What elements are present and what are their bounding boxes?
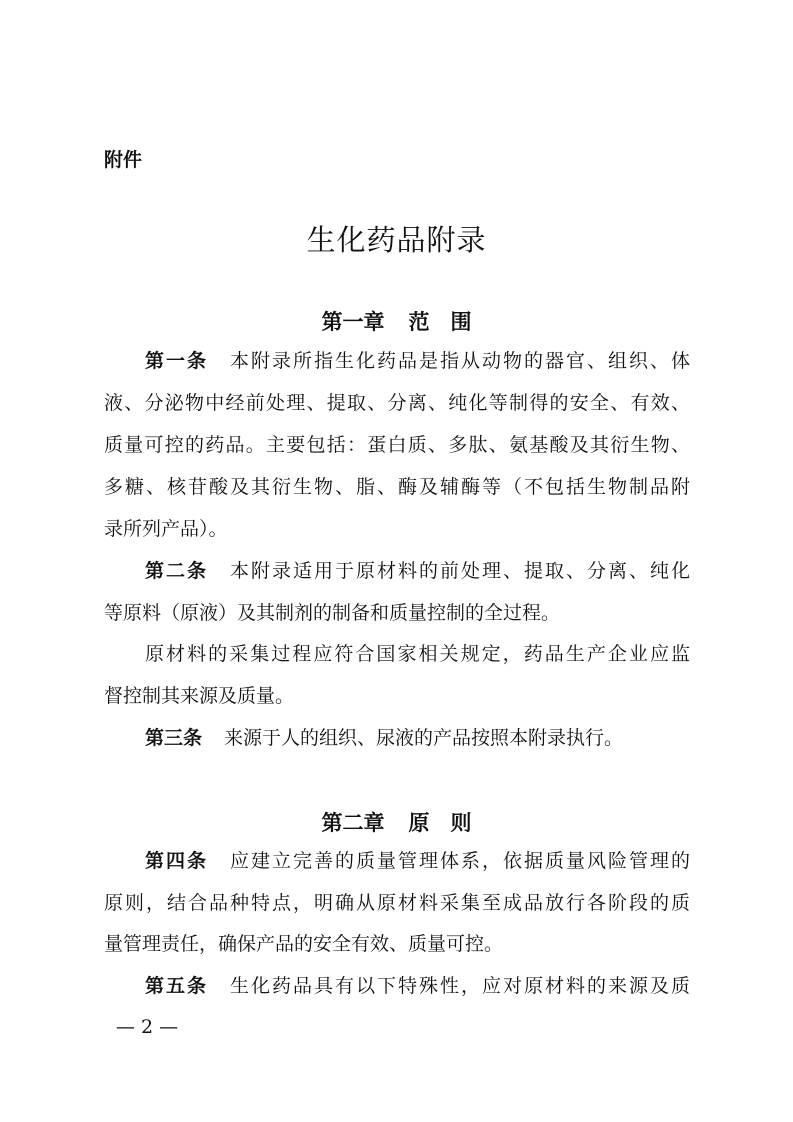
article-1-line: 液、分泌物中经前处理、提取、分离、纯化等制得的安全、有效、 (104, 392, 690, 414)
article-4-line: 量管理责任，确保产品的安全有效、质量可控。 (104, 933, 504, 955)
chapter-heading-2 (0, 807, 793, 837)
article-1-line: 录所列产品）。 (104, 518, 228, 540)
article-label: 第三条 (145, 727, 203, 749)
article-4-line: 第四条 应建立完善的质量管理体系，依据质量风险管理的 (145, 850, 690, 872)
article-2-line: 等原料（原液）及其制剂的制备和质量控制的全过程。 (104, 602, 561, 624)
chapter-name: 原 则 (408, 811, 472, 835)
article-4-line: 原则，结合品种特点，明确从原材料采集至成品放行各阶段的质 (104, 892, 690, 914)
article-2-line: 第二条 本附录适用于原材料的前处理、提取、分离、纯化 (145, 560, 690, 582)
article-label: 第四条 (145, 850, 208, 872)
article-1-line: 质量可控的药品。主要包括：蛋白质、多肽、氨基酸及其衍生物、 (104, 434, 690, 456)
article-5-line: 第五条 生化药品具有以下特殊性，应对原材料的来源及质 (145, 975, 690, 997)
document-title: 生化药品附录 (306, 223, 487, 257)
article-1-line: 多糖、核苷酸及其衍生物、脂、酶及辅酶等（不包括生物制品附 (104, 476, 690, 498)
article-label: 第五条 (145, 975, 208, 997)
chapter-number: 第一章 (321, 310, 385, 334)
attachment-label: 附件 (104, 149, 143, 171)
chapter-number: 第二章 (321, 811, 385, 835)
page-number: — 2 — (116, 1016, 179, 1038)
article-1-line: 第一条 本附录所指生化药品是指从动物的器官、组织、体 (145, 350, 690, 372)
article-label: 第一条 (145, 350, 208, 372)
paragraph-line: 督控制其来源及质量。 (104, 685, 295, 707)
chapter-heading-1 (0, 306, 793, 336)
article-label: 第二条 (145, 560, 208, 582)
article-3-line: 第三条 来源于人的组织、尿液的产品按照本附录执行。 (145, 727, 624, 749)
chapter-name: 范 围 (408, 310, 472, 334)
paragraph-line: 原材料的采集过程应符合国家相关规定，药品生产企业应监 (145, 643, 690, 665)
